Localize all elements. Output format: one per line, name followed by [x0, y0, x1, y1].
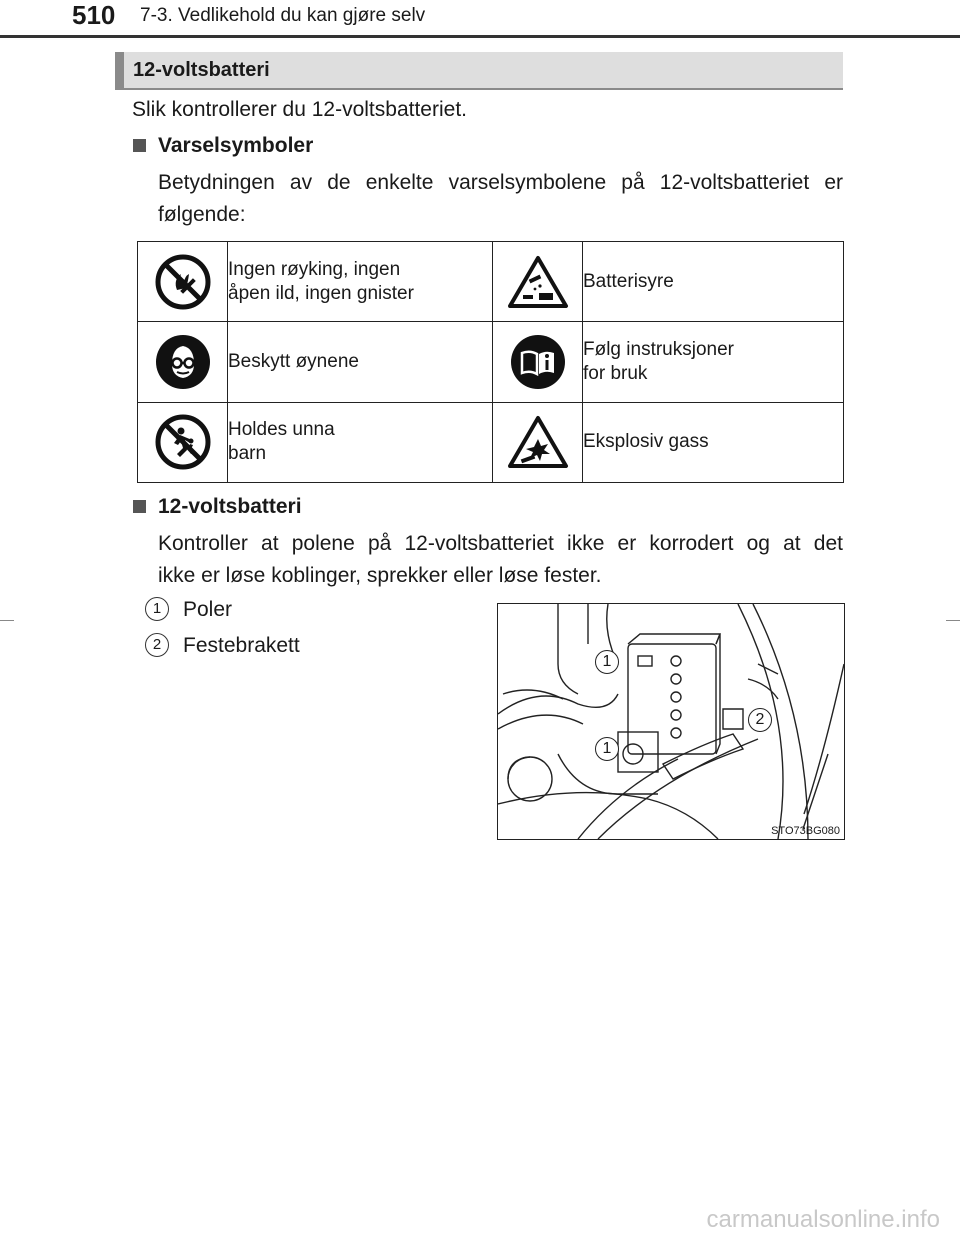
symbol-cell — [493, 322, 583, 402]
section-title-bar — [115, 52, 843, 90]
warning-symbols-text-line1: Betydningen av de enkelte varselsymbolene på 12-voltsbatteriet er — [158, 171, 843, 194]
symbol-text-line: Eksplosiv gass — [583, 431, 709, 453]
running-head: 7-3. Vedlikehold du kan gjøre selv — [140, 5, 426, 26]
symbol-description — [583, 402, 844, 482]
header-rule — [0, 35, 960, 38]
no-smoking-icon — [155, 254, 211, 310]
symbol-cell — [138, 322, 228, 402]
crop-mark — [946, 620, 960, 621]
symbol-text-line: åpen ild, ingen gnister — [228, 282, 414, 304]
symbol-text-line: Følg instruksjoner — [583, 338, 734, 360]
subsection-bullet — [133, 139, 146, 152]
symbol-text-line: Ingen røyking, ingen — [228, 258, 401, 280]
battery-text-line2: ikke er løse koblinger, sprekker eller løse fester. — [158, 564, 602, 587]
legend-label: Festebrakett — [183, 634, 300, 657]
symbol-cell — [493, 242, 583, 322]
legend-label: Poler — [183, 598, 233, 621]
symbol-cell — [138, 402, 228, 482]
symbol-description — [228, 322, 493, 402]
symbol-cell — [138, 242, 228, 322]
symbol-description — [583, 242, 844, 322]
section-bar-accent — [115, 52, 124, 88]
subsection-bullet — [133, 500, 146, 513]
figure-callout-terminal: 1 — [595, 737, 619, 761]
battery-text-line1: Kontroller at polene på 12-voltsbatteriet ikke er korrodert og at det — [158, 532, 843, 555]
page-number: 510 — [72, 0, 116, 30]
symbol-description — [228, 402, 493, 482]
eye-protection-icon — [155, 334, 211, 390]
crop-mark — [0, 620, 14, 621]
table-row — [138, 402, 844, 482]
battery-acid-icon — [507, 255, 569, 309]
explosive-gas-icon — [507, 415, 569, 469]
warning-symbols-heading: Varselsymboler — [158, 134, 314, 157]
battery-illustration — [497, 603, 845, 840]
symbol-text-line: barn — [228, 443, 267, 465]
warning-symbols-table — [137, 241, 844, 483]
symbol-text-line: for bruk — [583, 362, 648, 384]
section-title: 12-voltsbatteri — [133, 59, 270, 81]
symbol-description — [228, 242, 493, 322]
section-intro: Slik kontrollerer du 12-voltsbatteriet. — [132, 98, 467, 121]
legend-number-badge: 1 — [145, 597, 169, 621]
figure-callout-bracket: 2 — [748, 708, 772, 732]
symbol-text-line: Holdes unna — [228, 419, 335, 441]
symbol-text-line: Beskytt øynene — [228, 350, 359, 372]
keep-away-children-icon — [155, 414, 211, 470]
figure-code: STO73BG080 — [771, 825, 840, 837]
watermark: carmanualsonline.info — [706, 1206, 940, 1233]
read-manual-icon — [510, 334, 566, 390]
symbol-description — [583, 322, 844, 402]
battery-heading: 12-voltsbatteri — [158, 495, 302, 518]
figure-callout-terminal: 1 — [595, 650, 619, 674]
symbol-text-line: Batterisyre — [583, 270, 674, 292]
symbol-cell — [493, 402, 583, 482]
table-row — [138, 322, 844, 402]
table-row — [138, 242, 844, 322]
engine-bay-drawing — [498, 604, 844, 839]
warning-symbols-text-line2: følgende: — [158, 203, 246, 226]
legend-number-badge: 2 — [145, 633, 169, 657]
